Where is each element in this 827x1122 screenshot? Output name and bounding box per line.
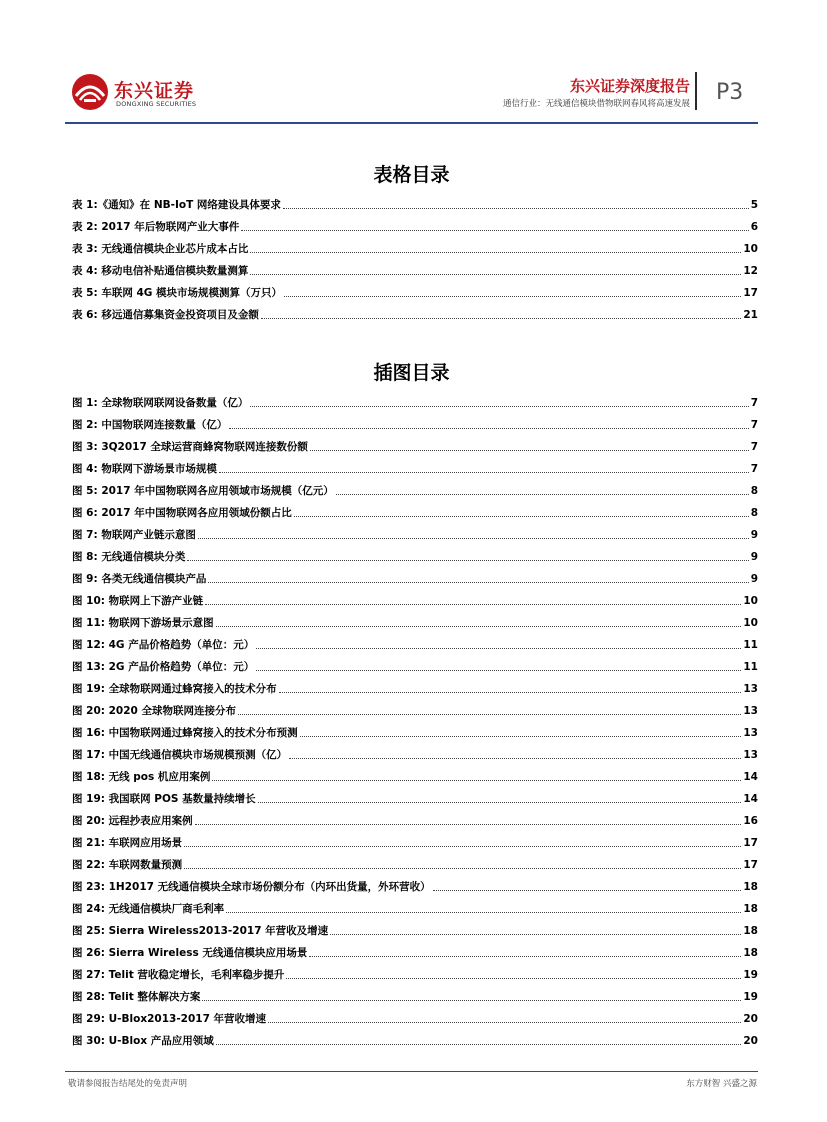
toc-entry-label: 表 4: 移动电信补贴通信模块数量测算 (72, 265, 249, 277)
toc-entry-page: 13 (743, 705, 758, 717)
toc-entry[interactable] (72, 498, 758, 520)
toc-entry[interactable] (72, 432, 758, 454)
toc-entry-label: 图 4: 物联网下游场景市场规模 (72, 463, 217, 475)
toc-leader-dots (198, 538, 749, 539)
toc-entry-page: 7 (750, 463, 758, 475)
toc-entry-page: 7 (750, 441, 758, 453)
toc-leader-dots (216, 626, 742, 627)
toc-leader-dots (279, 692, 742, 693)
toc-entry[interactable] (72, 476, 758, 498)
toc-leader-dots (294, 516, 749, 517)
table-index-title: 表格目录 (373, 164, 450, 186)
toc-leader-dots (212, 780, 741, 781)
toc-leader-dots (250, 274, 741, 275)
toc-leader-dots (229, 428, 748, 429)
toc-entry[interactable] (72, 608, 758, 630)
toc-entry-label: 图 20: 2020 全球物联网连接分布 (72, 705, 237, 717)
toc-leader-dots (310, 450, 749, 451)
toc-entry[interactable] (72, 520, 758, 542)
toc-entry-label: 图 8: 无线通信模块分类 (72, 551, 186, 563)
toc-entry[interactable] (72, 190, 758, 212)
header-rule (65, 122, 758, 124)
toc-entry-page: 19 (743, 991, 758, 1003)
toc-entry-page: 9 (750, 573, 758, 585)
toc-leader-dots (284, 296, 741, 297)
toc-entry-page: 18 (743, 925, 758, 937)
toc-entry[interactable] (72, 300, 758, 322)
toc-entry[interactable] (72, 872, 758, 894)
toc-entry-page: 8 (750, 507, 758, 519)
toc-entry-label: 图 7: 物联网产业链示意图 (72, 529, 196, 541)
toc-entry-label: 图 10: 物联网上下游产业链 (72, 595, 204, 607)
toc-entry[interactable] (72, 410, 758, 432)
toc-entry-label: 表 2: 2017 年后物联网产业大事件 (72, 221, 240, 233)
toc-entry-label: 图 20: 远程抄表应用案例 (72, 815, 193, 827)
footer-disclaimer: 敬请参阅报告结尾处的免责声明 (68, 1079, 188, 1089)
toc-entry-label: 图 27: Telit 营收稳定增长，毛利率稳步提升 (72, 969, 285, 981)
header-divider (695, 72, 697, 110)
toc-entry-label: 图 19: 全球物联网通过蜂窝接入的技术分布 (72, 683, 277, 695)
toc-entry[interactable] (72, 696, 758, 718)
toc-entry-label: 图 17: 中国无线通信模块市场规模预测（亿） (72, 749, 288, 761)
toc-entry[interactable] (72, 806, 758, 828)
toc-entry-page: 18 (743, 903, 758, 915)
toc-entry[interactable] (72, 894, 758, 916)
logo-emblem-icon (70, 72, 110, 112)
toc-entry-page: 14 (743, 793, 758, 805)
toc-entry-page: 5 (750, 199, 758, 211)
toc-leader-dots (268, 1022, 741, 1023)
toc-entry-label: 图 13: 2G 产品价格趋势（单位：元） (72, 661, 255, 673)
table-index-list (72, 190, 758, 322)
toc-entry-page: 17 (743, 859, 758, 871)
toc-entry-label: 图 24: 无线通信模块厂商毛利率 (72, 903, 225, 915)
toc-leader-dots (300, 736, 742, 737)
toc-entry[interactable] (72, 586, 758, 608)
toc-entry-page: 17 (743, 837, 758, 849)
toc-entry-label: 图 23: 1H2017 无线通信模块全球市场份额分布（内环出货量，外环营收） (72, 881, 431, 893)
toc-leader-dots (330, 934, 741, 935)
toc-entry-label: 图 22: 车联网数量预测 (72, 859, 183, 871)
toc-entry-page: 6 (750, 221, 758, 233)
toc-entry-label: 表 6: 移远通信募集资金投资项目及金额 (72, 309, 259, 321)
toc-entry[interactable] (72, 784, 758, 806)
toc-entry-label: 图 12: 4G 产品价格趋势（单位：元） (72, 639, 255, 651)
toc-entry-label: 图 16: 中国物联网通过蜂窝接入的技术分布预测 (72, 727, 298, 739)
toc-entry[interactable] (72, 718, 758, 740)
toc-entry[interactable] (72, 564, 758, 586)
figure-index-list (72, 388, 758, 1048)
toc-leader-dots (250, 252, 741, 253)
toc-entry-label: 图 11: 物联网下游场景示意图 (72, 617, 214, 629)
toc-entry-label: 图 26: Sierra Wireless 无线通信模块应用场景 (72, 947, 308, 959)
report-title: 东兴证券深度报告 (569, 77, 690, 95)
toc-leader-dots (241, 230, 748, 231)
toc-entry-page: 11 (743, 639, 758, 651)
toc-entry-page: 16 (743, 815, 758, 827)
toc-leader-dots (208, 582, 748, 583)
toc-entry[interactable] (72, 850, 758, 872)
toc-entry[interactable] (72, 1026, 758, 1048)
toc-entry-page: 8 (750, 485, 758, 497)
toc-entry-page: 20 (743, 1035, 758, 1047)
page-header (0, 0, 827, 130)
toc-entry[interactable] (72, 454, 758, 476)
toc-entry-page: 13 (743, 683, 758, 695)
toc-entry-label: 图 9: 各类无线通信模块产品 (72, 573, 207, 585)
logo-text-cn: 东兴证券 (114, 80, 195, 102)
toc-entry[interactable] (72, 278, 758, 300)
toc-entry-label: 图 28: Telit 整体解决方案 (72, 991, 201, 1003)
toc-entry-page: 21 (743, 309, 758, 321)
toc-entry-page: 10 (743, 243, 758, 255)
toc-entry[interactable] (72, 652, 758, 674)
toc-leader-dots (286, 978, 741, 979)
toc-leader-dots (433, 890, 742, 891)
toc-entry-page: 18 (743, 881, 758, 893)
report-subtitle: 通信行业：无线通信模块借物联网春风将高速发展 (502, 99, 690, 109)
toc-entry[interactable] (72, 1004, 758, 1026)
toc-entry-label: 图 19: 我国联网 POS 基数量持续增长 (72, 793, 256, 805)
toc-entry-page: 17 (743, 287, 758, 299)
toc-entry[interactable] (72, 828, 758, 850)
toc-leader-dots (205, 604, 741, 605)
toc-entry-label: 图 1: 全球物联网联网设备数量（亿） (72, 397, 249, 409)
toc-leader-dots (238, 714, 741, 715)
toc-leader-dots (195, 824, 742, 825)
toc-entry[interactable] (72, 674, 758, 696)
company-logo (70, 72, 200, 112)
toc-leader-dots (219, 472, 749, 473)
toc-entry-page: 14 (743, 771, 758, 783)
toc-entry-page: 18 (743, 947, 758, 959)
toc-leader-dots (258, 802, 742, 803)
toc-entry[interactable] (72, 740, 758, 762)
toc-entry-label: 表 3: 无线通信模块企业芯片成本占比 (72, 243, 249, 255)
toc-leader-dots (261, 318, 742, 319)
toc-entry[interactable] (72, 542, 758, 564)
toc-entry[interactable] (72, 212, 758, 234)
toc-entry-label: 图 25: Sierra Wireless2013-2017 年营收及增速 (72, 925, 329, 937)
toc-entry-page: 11 (743, 661, 758, 673)
toc-entry-label: 图 5: 2017 年中国物联网各应用领域市场规模（亿元） (72, 485, 334, 497)
toc-entry-label: 图 6: 2017 年中国物联网各应用领域份额占比 (72, 507, 292, 519)
toc-entry-page: 10 (743, 595, 758, 607)
toc-leader-dots (184, 846, 741, 847)
toc-entry[interactable] (72, 982, 758, 1004)
page-number: P3 (716, 80, 744, 105)
toc-entry[interactable] (72, 256, 758, 278)
toc-entry[interactable] (72, 762, 758, 784)
toc-leader-dots (202, 1000, 741, 1001)
toc-leader-dots (216, 1044, 742, 1045)
toc-leader-dots (187, 560, 748, 561)
toc-leader-dots (256, 648, 741, 649)
toc-entry[interactable] (72, 960, 758, 982)
toc-entry-page: 9 (750, 529, 758, 541)
toc-entry-label: 图 3: 3Q2017 全球运营商蜂窝物联网连接数份额 (72, 441, 308, 453)
toc-leader-dots (184, 868, 741, 869)
toc-entry[interactable] (72, 916, 758, 938)
toc-entry-page: 10 (743, 617, 758, 629)
toc-entry-label: 图 29: U-Blox2013-2017 年营收增速 (72, 1013, 267, 1025)
toc-leader-dots (283, 208, 749, 209)
footer-slogan: 东方财智 兴盛之源 (686, 1079, 757, 1089)
toc-leader-dots (226, 912, 741, 913)
toc-entry-label: 图 18: 无线 pos 机应用案例 (72, 771, 211, 783)
toc-leader-dots (289, 758, 741, 759)
toc-entry-page: 19 (743, 969, 758, 981)
toc-entry[interactable] (72, 938, 758, 960)
toc-entry-label: 图 21: 车联网应用场景 (72, 837, 183, 849)
toc-entry[interactable] (72, 234, 758, 256)
toc-entry-label: 表 5: 车联网 4G 模块市场规模测算（万只） (72, 287, 283, 299)
toc-entry[interactable] (72, 630, 758, 652)
toc-leader-dots (250, 406, 748, 407)
logo-text-en: DONGXING SECURITIES (116, 100, 197, 108)
toc-leader-dots (309, 956, 741, 957)
toc-entry-page: 12 (743, 265, 758, 277)
toc-entry[interactable] (72, 388, 758, 410)
footer-rule (65, 1071, 758, 1072)
toc-entry-label: 图 2: 中国物联网连接数量（亿） (72, 419, 228, 431)
toc-leader-dots (336, 494, 749, 495)
toc-entry-label: 表 1:《通知》在 NB-IoT 网络建设具体要求 (72, 199, 281, 211)
toc-leader-dots (256, 670, 741, 671)
toc-entry-label: 图 30: U-Blox 产品应用领域 (72, 1035, 214, 1047)
toc-entry-page: 7 (750, 397, 758, 409)
figure-index-title: 插图目录 (373, 362, 450, 384)
toc-entry-page: 13 (743, 749, 758, 761)
toc-entry-page: 7 (750, 419, 758, 431)
toc-entry-page: 9 (750, 551, 758, 563)
toc-entry-page: 20 (743, 1013, 758, 1025)
toc-entry-page: 13 (743, 727, 758, 739)
